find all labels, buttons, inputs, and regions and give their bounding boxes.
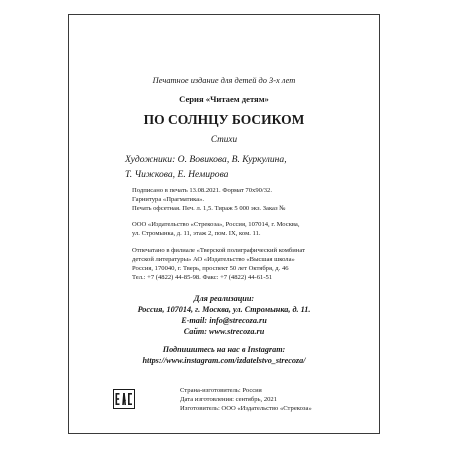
printer-line: Россия, 170040, г. Тверь, проспект 50 лет Октября, д. 46 [132,265,289,272]
sales-website: Сайт: www.strecoza.ru [183,327,265,336]
artists-line-2: Т. Чижкова, Е. Немирова [125,169,229,180]
print-info-line: Гарнитура «Прагматика». [132,196,205,203]
instagram-heading: Подпишитесь на нас в Instagram: [162,345,286,354]
colophon-page [68,14,380,434]
printer-line: детской литературы» АО «Издательство «Высшая школа» [132,256,295,263]
sales-email: E-mail: info@strecoza.ru [181,316,267,325]
series-title: Серия «Читаем детям» [179,94,269,104]
sales-address: Россия, 107014, г. Москва, ул. Стромынка, д. 11. [137,305,311,314]
book-title: ПО СОЛНЦУ БОСИКОМ [143,112,305,127]
age-subtitle: Печатное издание для детей до 3-х лет [152,76,296,85]
manufacturer-name: Изготовитель: ООО «Издательство «Стрекоза» [180,405,312,412]
artists-line-1: Художники: О. Вовикова, В. Куркулина, [125,154,287,165]
eac-logo [113,389,135,409]
manufacturer-country: Страна-изготовитель: Россия [180,387,262,394]
genre-label: Стихи [210,134,238,144]
publisher-line: ООО «Издательство «Стрекоза», Россия, 107014, г. Москва, [132,221,300,228]
print-info-line: Печать офсетная. Печ. л. 1,5. Тираж 5 000 экз. Заказ № [132,205,286,212]
publisher-line: ул. Стромынка, д. 11, этаж 2, пом. IX, ком. 11. [132,230,261,237]
print-info-line: Подписано в печать 13.08.2021. Формат 70х90/32. [132,187,272,194]
printer-line: Тел.: +7 (4822) 44-85-98. Факс: +7 (4822) 44-61-51 [132,274,273,281]
instagram-link[interactable]: https://www.instagram.com/izdatelstvo_strecoza/ [142,356,306,365]
sales-heading: Для реализации: [193,294,255,303]
printer-line: Отпечатано в филиале «Тверской полиграфический комбинат [132,247,305,254]
manufacturer-date: Дата изготовления: сентябрь, 2021 [180,396,278,403]
